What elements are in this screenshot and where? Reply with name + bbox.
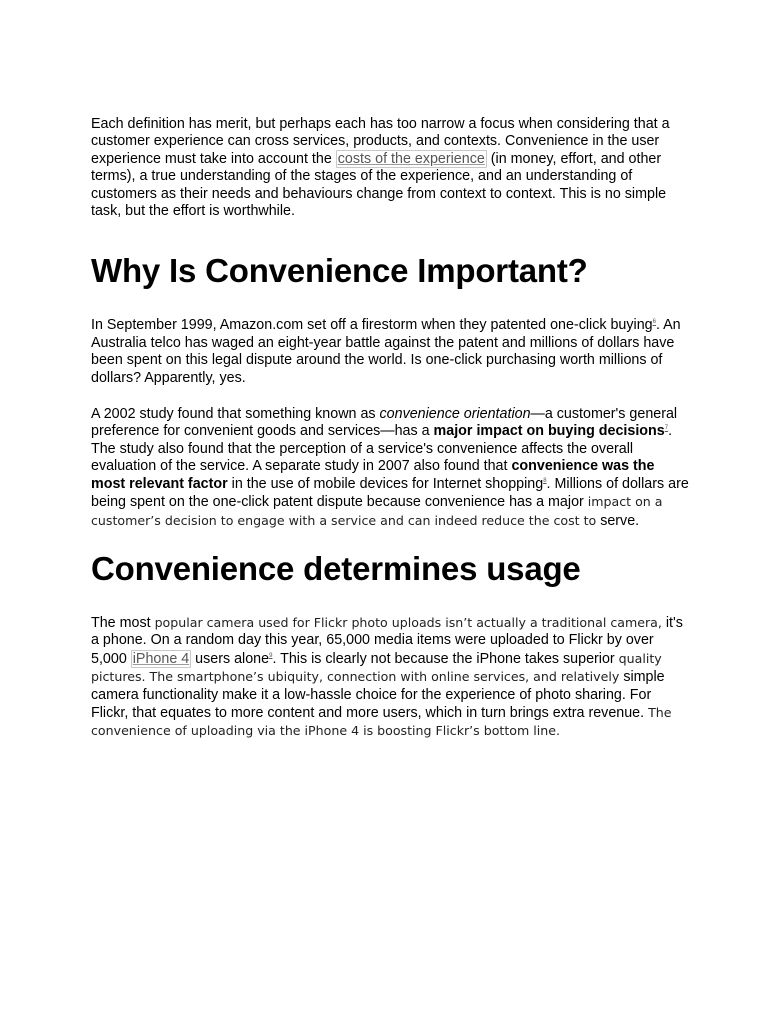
text-run: Each definition has merit, but perhaps each has too narrow a focus when considering that a customer experience can cross services, products, and contexts. Convenience in the user experience must take into account the [91, 116, 670, 167]
iphone-4-link[interactable]: iPhone 4 [132, 650, 190, 667]
heading-why-convenience-important: Why Is Convenience Important? [91, 252, 588, 290]
text-run: —a customer's general preference for convenient goods and services—has a [91, 406, 678, 440]
costs-of-experience-link[interactable]: costs of the experience [337, 150, 485, 167]
text-run: . The study also found that the perception of a service's convenience affects the overall evaluation of the service. A separate study in 2007 also found that [91, 423, 673, 475]
paragraph-study [91, 406, 691, 530]
text-run: . An Australia telco has waged an eight-year battle against the patent and millions of dollars have been spent on this legal dispute around the world. Is one-click purchasing worth millions of dollars? Apparently, yes. [91, 317, 681, 386]
bold-major-impact: major impact on buying decisions [433, 423, 665, 440]
text-run-alt-font: The convenience of uploading via the iPhone 4 is boosting Flickr’s bottom line. [91, 704, 672, 739]
heading-convenience-determines-usage: Convenience determines usage [91, 549, 581, 587]
text-run: A 2002 study found that something known as [91, 406, 380, 423]
document-page [91, 116, 691, 741]
paragraph-flickr [91, 614, 691, 741]
text-run: In September 1999, Amazon.com set off a firestorm when they patented one-click buying [91, 317, 653, 334]
text-run: . This is clearly not because the iPhone takes superior [272, 650, 619, 667]
text-run: The most [91, 614, 155, 631]
text-run: in the use of mobile devices for Internet shopping [227, 475, 544, 492]
text-run-alt-font: quality pictures. The smartphone’s ubiquity, connection with online services, and relatively [91, 650, 662, 685]
emphasis-convenience-orientation: convenience orientation [379, 406, 531, 423]
text-run: serve. [596, 512, 640, 529]
text-run: users alone [191, 650, 270, 667]
footnote-link-7[interactable]: 7 [664, 425, 669, 432]
text-run: it's a phone. On a random day this year, 65,000 media items were uploaded to Flickr by over 5,000 [91, 614, 683, 667]
bold-most-relevant-factor: convenience was the most relevant factor [91, 458, 655, 492]
text-run: simple camera functionality make it a low-hassle choice for the experience of photo sharing. For Flickr, that equates to more content and more users, which in turn brings extra revenue. [91, 669, 665, 721]
text-run-alt-font: popular camera used for Flickr photo uploads isn’t actually a traditional camera, [154, 614, 662, 630]
footnote-link-8[interactable]: 8 [543, 477, 547, 484]
text-run-alt-font: impact on a customer’s decision to engage with a service and can indeed reduce the cost to [91, 494, 663, 528]
text-run: . Millions of dollars are being spent on the one-click patent dispute because convenience has a major [91, 475, 689, 511]
paragraph-amazon [91, 317, 691, 387]
footnote-link-6[interactable]: 6 [652, 319, 656, 326]
paragraph-definition [91, 116, 691, 220]
text-run: (in money, effort, and other terms), a true understanding of the stages of the experience, and an understanding of customers as their needs and behaviours change from context to context. This is no simple task, but the effort is worthwhile. [91, 150, 667, 220]
footnote-link-9[interactable]: 9 [269, 652, 273, 659]
